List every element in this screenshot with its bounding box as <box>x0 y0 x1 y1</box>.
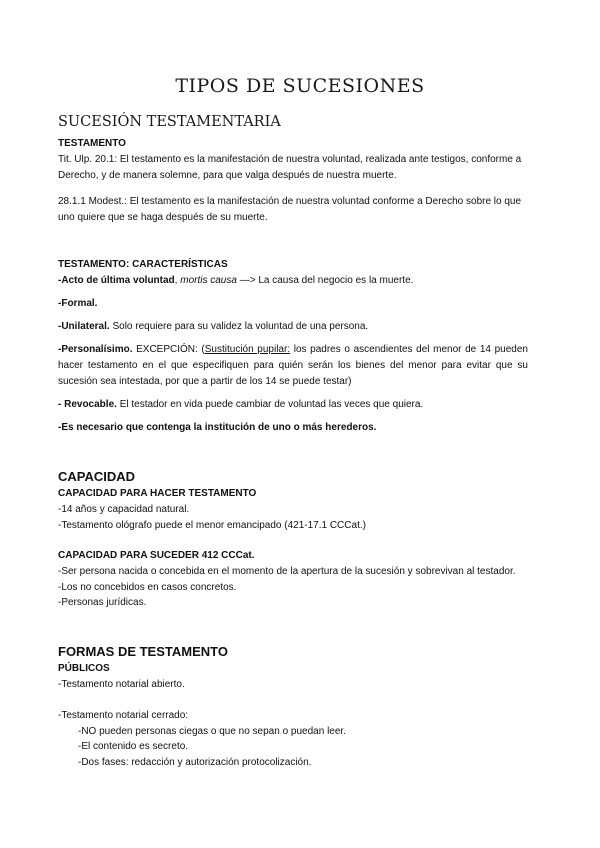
caracteristica-3-text: Solo requiere para su validez la voluntad de una persona. <box>109 321 369 332</box>
caracteristica-formal <box>58 296 528 312</box>
caracteristica-4-text: los padres o ascendientes del menor de 14 pueden hacer testamento en el que especifiquen para quién serán los bienes del menor para evitar que su sucesión sea intestada, por que a partir de los 14 se puede testar) <box>58 344 528 387</box>
caracteristica-revocable <box>58 397 528 413</box>
list-item: -Testamento notarial cerrado: <box>58 710 189 721</box>
caracteristica-1-italic: mortis causa <box>180 275 237 286</box>
paragraph-ulp <box>58 152 528 183</box>
caracteristica-5-text: El testador en vida puede cambiar de voluntad las veces que quiera. <box>116 399 424 410</box>
caracteristica-6-label: -Es necesario que contenga la institución de uno o más herederos. <box>58 422 377 433</box>
list-item: -Dos fases: redacción y autorización protocolización. <box>78 756 312 768</box>
caracteristica-5-label: - Revocable. <box>58 399 117 410</box>
capacidad-hacer-list <box>58 502 528 533</box>
subheading-publicos: PÚBLICOS <box>58 663 110 674</box>
list-item: -Los no concebidos en casos concretos. <box>58 581 237 593</box>
caracteristica-1-text: —> La causa del negocio es la muerte. <box>236 275 414 286</box>
paragraph-modest <box>58 194 528 225</box>
caracteristica-2-label: -Formal. <box>58 298 98 309</box>
caracteristica-4-label: -Personalísimo. <box>58 344 133 355</box>
caracteristica-4-pre: EXCEPCIÓN: ( <box>132 344 205 355</box>
capacidad-suceder-list <box>58 564 528 611</box>
subheading-capacidad-hacer: CAPACIDAD PARA HACER TESTAMENTO <box>58 488 257 499</box>
list-item: -14 años y capacidad natural. <box>58 504 190 515</box>
list-item: -El contenido es secreto. <box>78 741 189 752</box>
sustitucion-pupilar-term: Sustitución pupilar: <box>204 344 291 355</box>
caracteristica-unilateral <box>58 319 528 335</box>
subheading-capacidad-suceder: CAPACIDAD PARA SUCEDER 412 CCCat. <box>58 550 255 561</box>
list-item: -Testamento ológrafo puede el menor emancipado (421-17.1 CCCat.) <box>58 519 366 531</box>
caracteristica-personalisimo <box>58 342 528 389</box>
caracteristica-herederos <box>58 420 528 436</box>
caracteristica-ultima-voluntad <box>58 273 528 289</box>
list-item: -Personas jurídicas. <box>58 597 147 608</box>
heading-formas: FORMAS DE TESTAMENTO <box>58 644 228 659</box>
page-title: TIPOS DE SUCESIONES <box>175 75 425 97</box>
section-heading-sucesion-testamentaria: SUCESIÓN TESTAMENTARIA <box>58 114 281 130</box>
formas-notarial-cerrado <box>58 708 528 770</box>
list-item: -NO pueden personas ciegas o que no sepan o puedan leer. <box>78 725 346 737</box>
heading-capacidad: CAPACIDAD <box>58 469 136 484</box>
caracteristica-3-label: -Unilateral. <box>58 321 110 332</box>
formas-notarial-abierto: -Testamento notarial abierto. <box>58 679 185 690</box>
heading-caracteristicas: TESTAMENTO: CARACTERÍSTICAS <box>58 259 228 270</box>
paragraph-modest-line1: 28.1.1 Modest.: El testamento es la manifestación de nuestra voluntad conforme a Derecho sobre lo que <box>58 196 522 207</box>
paragraph-ulp-line1: Tit. Ulp. 20.1: El testamento es la manifestación de nuestra voluntad, realizada ante testigos, conforme a <box>58 154 522 165</box>
paragraph-modest-line2: uno quiere que se haga después de su muerte. <box>58 211 268 223</box>
subheading-testamento: TESTAMENTO <box>58 138 126 149</box>
list-item: -Ser persona nacida o concebida en el momento de la apertura de la sucesión y sobrevivan al testador. <box>58 566 516 577</box>
paragraph-ulp-line2: Derecho, y de manera solemne, para que valga después de nuestra muerte. <box>58 169 397 181</box>
caracteristica-1-separator: , <box>174 275 181 286</box>
caracteristica-1-label: -Acto de última voluntad <box>58 275 175 286</box>
